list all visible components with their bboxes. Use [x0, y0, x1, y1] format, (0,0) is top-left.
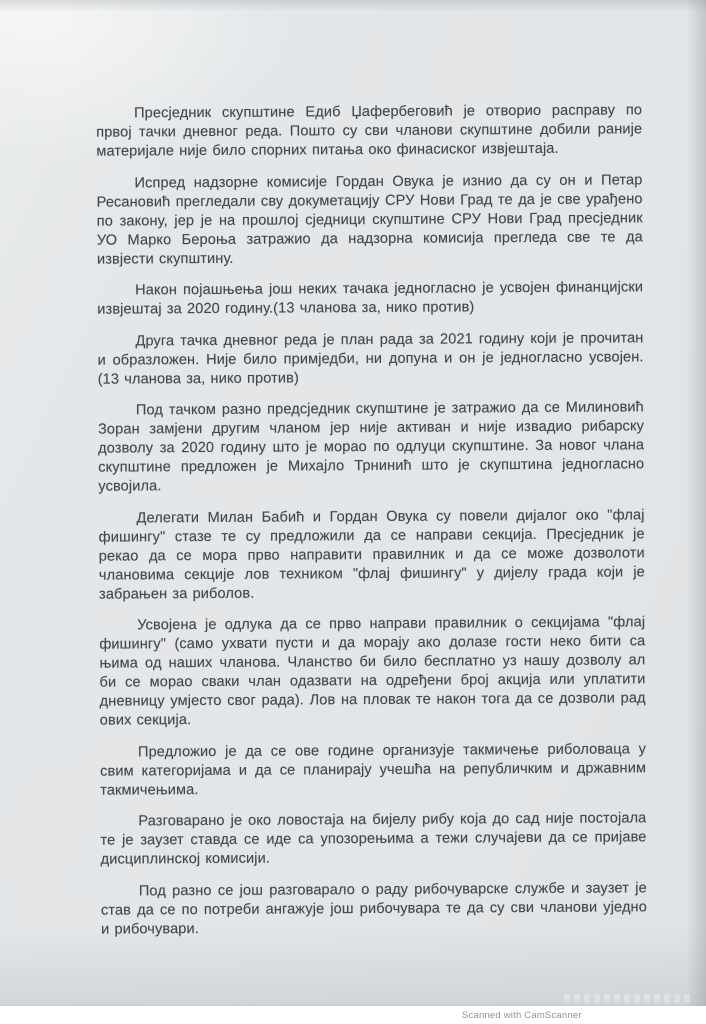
- faint-scan-watermark: [564, 994, 694, 1003]
- paragraph-5: Под тачком разно предсједник скупштине је затражио да се Милиновић Зоран замјени другим чланом јер није активан и није извадио рибарску дозволу за 2020 годину што је морао по одлуци скупштине. За новог члана скупштине предложен је Михајло Трнинић што је скупштина једногласно усвојила.: [97, 399, 645, 495]
- paragraph-7: Усвојена је одлука да се прво направи правилник о секцијама "флај фишингу" (само ухвати пусти и да морају ако долазе гости неко бити са њима од наших чланова. Чланство би било бесплатно уз нашу дозволу ал би се морао сваки члан одазвати на одређени број акција или уплатити дневницу умјесто свог рада). Лов на пловак те након тога да се дозволи рад ових секција.: [99, 614, 646, 729]
- paragraph-9: Разговарано је око ловостаја на бијелу рибу која до сад није постојала те је заузет ставда се иде са упозорењима а тежи случајеви да се пријаве дисциплинској комисији.: [100, 810, 647, 868]
- document-body: [96, 101, 647, 951]
- paragraph-8: Предложио је да се ове године организује такмичење риболоваца у свим категоријама и да се планирају учешћа на републичким и државним такмичењима.: [100, 740, 647, 799]
- paragraph-6: Делегати Милан Бабић и Гордан Овука су повели дијалог око "флај фишингу" стазе те су предложили да се направи секција. Пресједник је рекао да се мора прво направити правилник и да се може дозволоти члановима секције лов техником "флај фишингу" у дијелу града који је забрањен за риболов.: [98, 506, 645, 603]
- paragraph-4: Друга тачка дневног реда је план рада за 2021 годину који је прочитан и образложен. Није било примједби, ни допуна и он је једногласно усвојен.(13 чланова за, нико против): [97, 329, 644, 388]
- camscanner-attribution-label: Scanned with CamScanner: [462, 1010, 582, 1021]
- paragraph-10: Под разно се још разговарало о раду рибочуварске службе и заузет је став да се по потреби ангажује још рибочувара те да су сви чланови уједно и рибочувари.: [100, 879, 647, 938]
- paragraph-3: Након појашњења још неких тачака једногласно је усвојен финанцијски извјештај за 2020 годину.(13 чланова за, нико против): [97, 279, 644, 318]
- paragraph-2: Испред надзорне комисије Гордан Овука је изнио да су он и Петар Ресановић прегледали сву докуметацију СРУ Нови Град те да је све урађено по закону, јер је на прошлој сједници скупштине СРУ Нови Град пресједник УО Марко Бероња затражио да надзорна комисија прегледа све те да извјести скупштину.: [96, 171, 643, 268]
- paragraph-1: Пресједник скупштине Едиб Џафербеговић је отворио расправу по првој тачки дневног реда. Пошто су сви чланови скупштине добили раније материјале није било спорних питања око финасиског извјештаја.: [96, 102, 643, 160]
- camscanner-footer-bar: [0, 1006, 706, 1024]
